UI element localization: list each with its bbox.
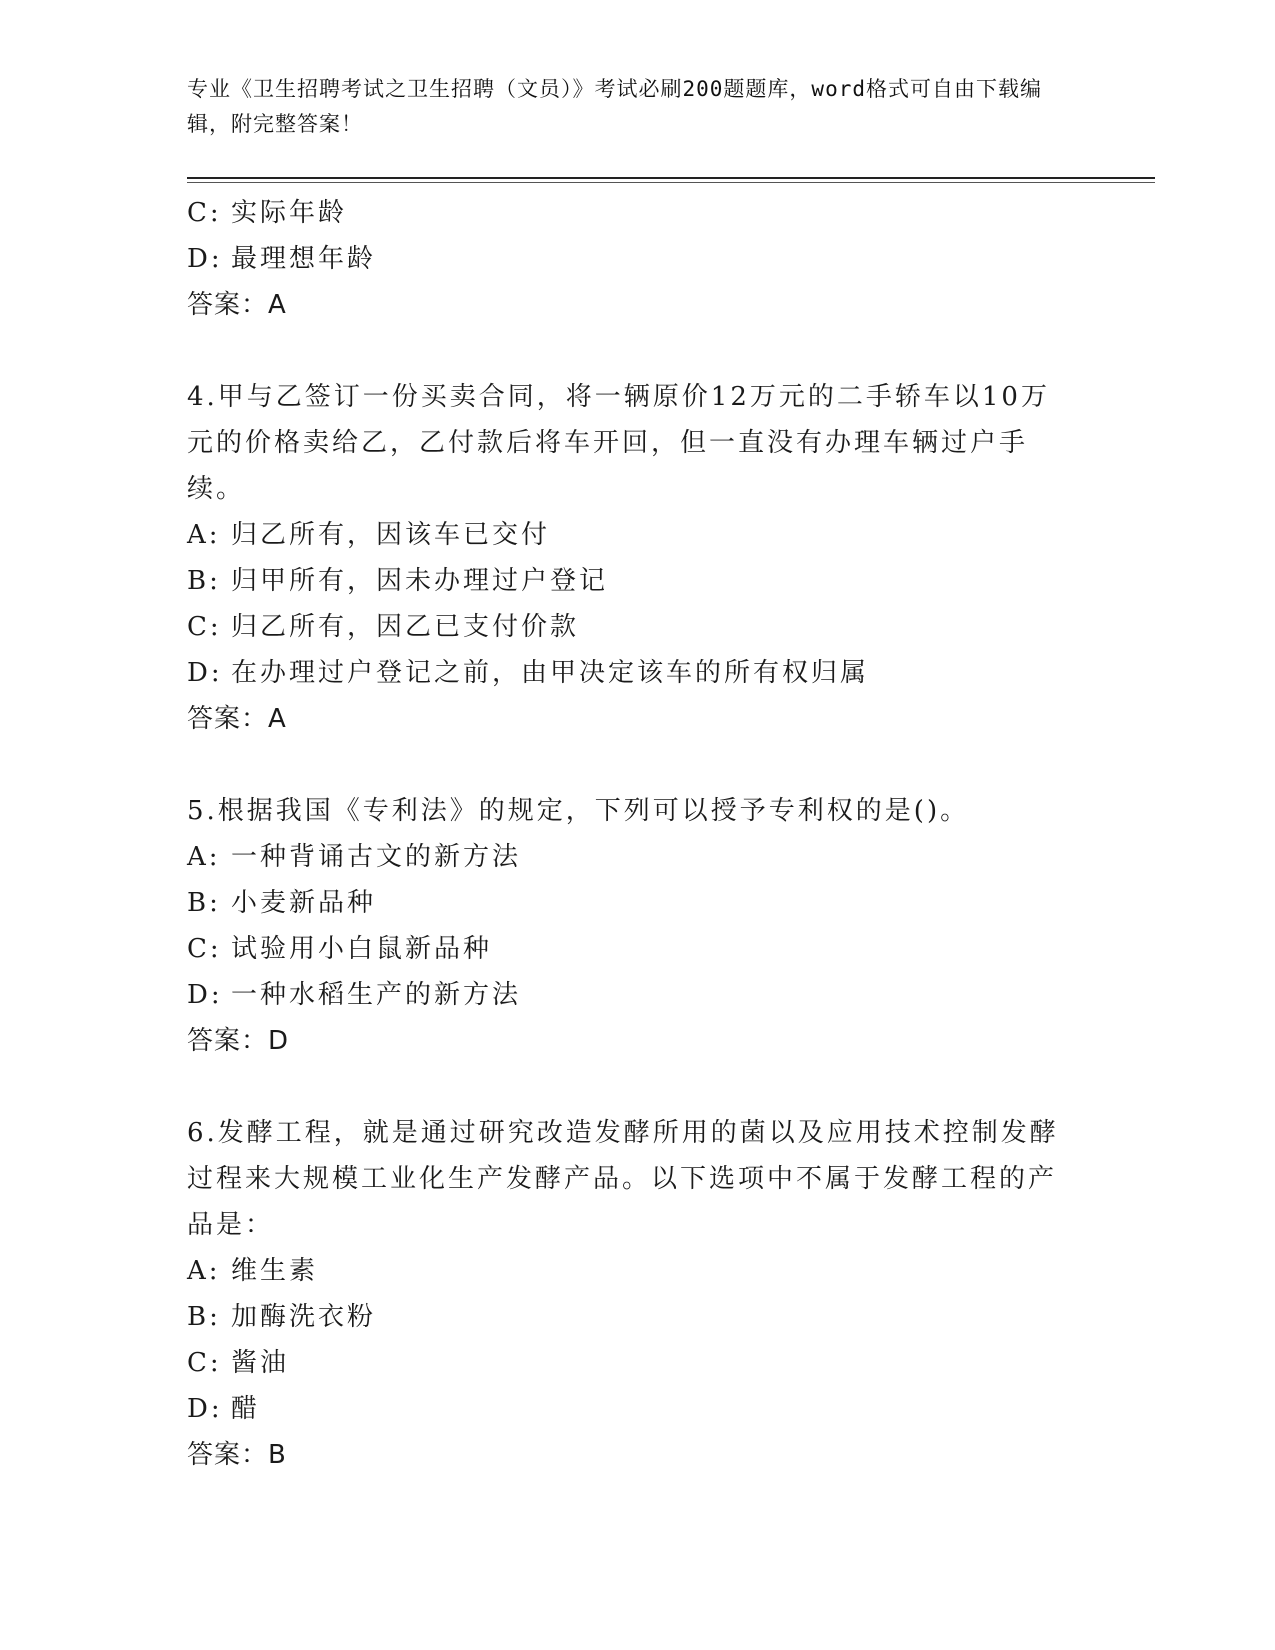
option-c (187, 190, 1067, 236)
option-d (187, 1386, 1067, 1432)
option-key: C: (187, 198, 222, 228)
answer-line: 答案：D (187, 1026, 290, 1056)
question-3-tail (187, 190, 1067, 328)
option-d (187, 236, 1067, 282)
option-b (187, 1294, 1067, 1340)
option-key: D: (187, 658, 223, 688)
option-b (187, 880, 1067, 926)
option-a (187, 1248, 1067, 1294)
option-text: 酱油 (231, 1348, 290, 1378)
option-key: C: (187, 1348, 222, 1378)
option-c (187, 926, 1067, 972)
question-5 (187, 788, 1067, 1064)
question-stem: 4.甲与乙签订一份买卖合同，将一辆原价12万元的二手轿车以10万元的价格卖给乙，乙付款后将车开回，但一直没有办理车辆过户手续。 (187, 382, 1050, 504)
option-text: 最理想年龄 (231, 244, 377, 274)
option-a (187, 834, 1067, 880)
spacer (187, 742, 1067, 788)
header-rule-thin (187, 182, 1155, 183)
question-6 (187, 1110, 1067, 1478)
option-key: B: (187, 566, 221, 596)
option-key: C: (187, 934, 222, 964)
answer-line: 答案：B (187, 1440, 287, 1470)
option-d (187, 972, 1067, 1018)
option-text: 试验用小白鼠新品种 (231, 934, 493, 964)
spacer (187, 1064, 1067, 1110)
option-key: A: (187, 520, 221, 550)
option-text: 一种水稻生产的新方法 (231, 980, 522, 1010)
option-text: 归乙所有，因乙已支付价款 (231, 612, 580, 642)
option-key: A: (187, 842, 221, 872)
question-stem: 6.发酵工程，就是通过研究改造发酵所用的菌以及应用技术控制发酵过程来大规模工业化生产发酵产品。以下选项中不属于发酵工程的产品是： (187, 1118, 1059, 1240)
option-text: 归乙所有，因该车已交付 (231, 520, 551, 550)
option-key: B: (187, 888, 221, 918)
option-key: B: (187, 1302, 221, 1332)
option-c (187, 1340, 1067, 1386)
option-key: D: (187, 1394, 223, 1424)
option-text: 一种背诵古文的新方法 (231, 842, 522, 872)
option-text: 实际年龄 (231, 198, 348, 228)
option-text: 在办理过户登记之前，由甲决定该车的所有权归属 (231, 658, 870, 688)
option-key: C: (187, 612, 222, 642)
option-text: 加酶洗衣粉 (231, 1302, 377, 1332)
answer-line: 答案：A (187, 704, 287, 734)
spacer (187, 328, 1067, 374)
option-key: D: (187, 244, 223, 274)
question-4 (187, 374, 1067, 742)
option-b (187, 558, 1067, 604)
option-text: 小麦新品种 (231, 888, 377, 918)
option-key: A: (187, 1256, 221, 1286)
option-key: D: (187, 980, 223, 1010)
header-rule-thick (187, 177, 1155, 179)
option-a (187, 512, 1067, 558)
answer-line: 答案：A (187, 290, 287, 320)
option-c (187, 604, 1067, 650)
option-d (187, 650, 1067, 696)
option-text: 维生素 (231, 1256, 319, 1286)
document-header: 专业《卫生招聘考试之卫生招聘（文员）》考试必刷200题题库，word格式可自由下载编辑，附完整答案！ (187, 77, 1042, 136)
option-text: 醋 (231, 1394, 261, 1424)
option-text: 归甲所有，因未办理过户登记 (231, 566, 609, 596)
document-body (187, 190, 1067, 1478)
question-stem: 5.根据我国《专利法》的规定，下列可以授予专利权的是()。 (187, 796, 970, 826)
